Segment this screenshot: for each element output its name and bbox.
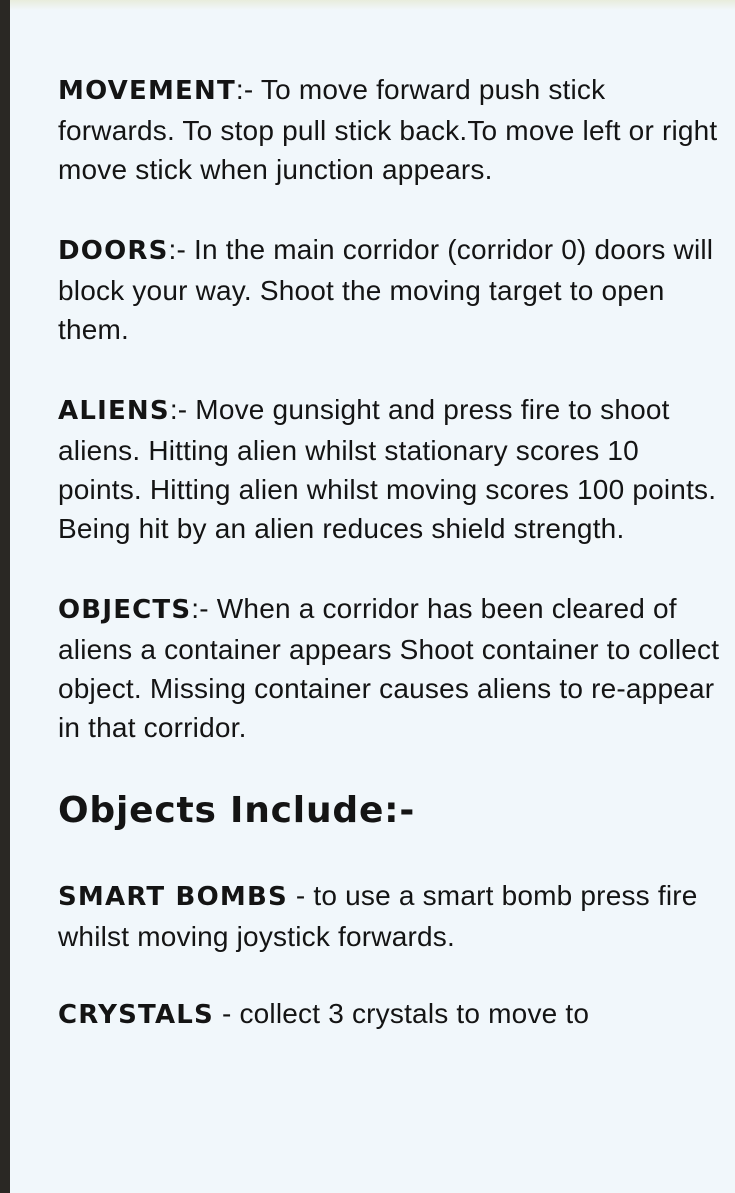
objects-include-heading: Objects Include:- [58, 790, 416, 831]
doors-term: DOORS [58, 236, 169, 266]
aliens-paragraph [58, 390, 728, 548]
doors-paragraph [58, 230, 728, 349]
doors-description: In the main corridor (corridor 0) doors will block your way. Shoot the moving target to open them. [58, 234, 714, 345]
smart-bombs-description: - to use a smart bomb press fire whilst moving joystick forwards. [58, 880, 698, 952]
smart-bombs-term: SMART BOMBS [58, 882, 288, 912]
doors-separator: :- [168, 234, 187, 265]
crystals-description: - collect 3 crystals to move to [213, 998, 590, 1029]
crystals-paragraph [58, 994, 728, 1035]
objects-description: When a corridor has been cleared of aliens a container appears Shoot container to collect object. Missing container causes aliens to re-appear in that corridor. [58, 593, 720, 743]
aliens-separator: :- [169, 394, 188, 425]
objects-paragraph [58, 589, 728, 747]
instructions-text [58, 70, 728, 1076]
aliens-description: Move gunsight and press fire to shoot aliens. Hitting alien whilst stationary scores 10 points. Hitting alien whilst moving scores 100 points. Being hit by an alien reduces shield strength. [58, 394, 717, 544]
crystals-term: CRYSTALS [58, 1000, 214, 1030]
movement-description: To move forward push stick forwards. To stop pull stick back.To move left or right move stick when junction appears. [58, 74, 718, 185]
movement-separator: :- [235, 74, 254, 105]
movement-term: MOVEMENT [58, 76, 236, 106]
objects-term: OBJECTS [58, 595, 192, 625]
movement-paragraph [58, 70, 728, 189]
instruction-page [10, 0, 735, 1193]
smart-bombs-paragraph [58, 876, 728, 956]
aliens-term: ALIENS [58, 396, 170, 426]
objects-separator: :- [191, 593, 209, 624]
